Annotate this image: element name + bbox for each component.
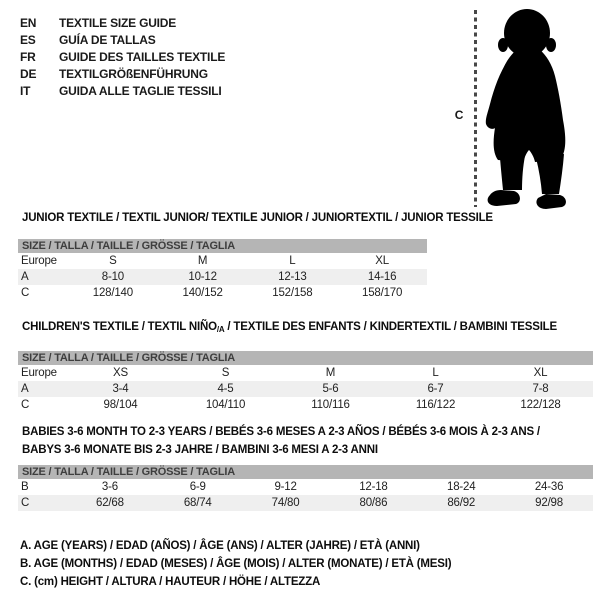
table-row-europe [18, 253, 427, 269]
size-value-cell: 104/110 [205, 399, 246, 411]
language-row-de [20, 66, 225, 83]
language-list [20, 15, 225, 100]
language-code: EN [20, 16, 37, 30]
row-label-cell: C [21, 399, 30, 411]
language-label: GUIDE DES TAILLES TEXTILE [59, 50, 226, 64]
table-row-age [18, 269, 427, 285]
size-value-cell: 122/128 [520, 399, 561, 411]
babies-section-title-line2: BABYS 3-6 MONATE BIS 2-3 JAHRE / BAMBINI 3-6 MESI A 2-3 ANNI [22, 444, 378, 456]
size-header-label: SIZE / TALLA / TAILLE / GRÖSSE / TAGLIA [18, 465, 593, 479]
size-value-cell: 92/98 [505, 495, 593, 511]
measure-label-c: C [454, 108, 464, 122]
language-code: ES [20, 33, 36, 47]
size-value-cell: 3-4 [68, 381, 173, 397]
size-value-cell: 7-8 [488, 381, 593, 397]
table-row-europe [18, 365, 593, 381]
children-title-post: / TEXTILE DES ENFANTS / KINDERTEXTIL / BAMBINI TESSILE [224, 321, 557, 333]
row-label-cell: C [21, 287, 30, 299]
row-label-cell: B [21, 481, 29, 493]
size-value-cell: M [197, 255, 208, 267]
language-row-fr [20, 49, 225, 66]
size-value-cell: XS [113, 367, 128, 379]
size-value-cell: 10-12 [158, 269, 248, 285]
children-size-table [18, 351, 593, 413]
children-title-subscript: /A [216, 325, 225, 334]
size-value-cell: 9-12 [274, 481, 297, 493]
size-value-cell: 6-9 [189, 481, 206, 493]
size-value-cell: 3-6 [101, 481, 118, 493]
size-value-cell: XL [533, 367, 548, 379]
size-value-cell: M [325, 367, 336, 379]
children-title-pre: CHILDREN'S TEXTILE / TEXTIL NIÑO [22, 321, 217, 333]
table-row-height [18, 285, 427, 301]
size-value-cell: S [221, 367, 230, 379]
footnote-b: B. AGE (MONTHS) / EDAD (MESES) / ÂGE (MOIS) / ALTER (MONATE) / ETÀ (MESI) [20, 558, 452, 570]
babies-size-table [18, 465, 593, 511]
size-value-cell: L [289, 255, 296, 267]
size-value-cell: 140/152 [182, 287, 223, 299]
size-value-cell: 12-18 [359, 481, 388, 493]
size-value-cell: 116/122 [415, 399, 456, 411]
row-label-cell: Europe [21, 255, 57, 267]
language-code: IT [20, 84, 31, 98]
table-row-height [18, 495, 593, 511]
row-label-cell: Europe [21, 367, 57, 379]
size-value-cell: 86/92 [417, 495, 505, 511]
size-header-row [18, 465, 593, 479]
table-row-age [18, 381, 593, 397]
language-label: TEXTILE SIZE GUIDE [59, 16, 177, 30]
size-value-cell: 8-10 [68, 269, 158, 285]
junior-section-title: JUNIOR TEXTILE / TEXTIL JUNIOR/ TEXTILE JUNIOR / JUNIORTEXTIL / JUNIOR TESSILE [22, 212, 493, 224]
row-label-cell: A [18, 269, 68, 285]
language-row-it [20, 83, 225, 100]
footnote-c: C. (cm) HEIGHT / ALTURA / HAUTEUR / HÖHE / ALTEZZA [20, 576, 321, 588]
language-row-en [20, 15, 225, 32]
size-value-cell: 110/116 [311, 399, 350, 411]
size-value-cell: 62/68 [66, 495, 154, 511]
size-value-cell: 12-13 [248, 269, 338, 285]
language-code: FR [20, 50, 36, 64]
size-header-label: SIZE / TALLA / TAILLE / GRÖSSE / TAGLIA [18, 239, 427, 253]
size-value-cell: L [432, 367, 439, 379]
row-label-cell: C [18, 495, 66, 511]
language-label: GUIDA ALLE TAGLIE TESSILI [59, 84, 222, 98]
size-value-cell: XL [375, 255, 389, 267]
language-code: DE [20, 67, 37, 81]
size-header-label: SIZE / TALLA / TAILLE / GRÖSSE / TAGLIA [18, 351, 593, 365]
size-value-cell: 68/74 [154, 495, 242, 511]
junior-size-table [18, 239, 427, 301]
size-value-cell: 80/86 [329, 495, 417, 511]
size-value-cell: 158/170 [362, 287, 403, 299]
children-section-title [22, 321, 557, 336]
size-header-row [18, 351, 593, 365]
size-value-cell: 14-16 [337, 269, 427, 285]
table-row-age-months [18, 479, 593, 495]
size-value-cell: 98/104 [103, 399, 138, 411]
size-value-cell: 74/80 [242, 495, 330, 511]
row-label-cell: A [18, 381, 68, 397]
language-label: GUÍA DE TALLAS [59, 33, 156, 47]
footnote-a: A. AGE (YEARS) / EDAD (AÑOS) / ÂGE (ANS) / ALTER (JAHRE) / ETÀ (ANNI) [20, 540, 420, 552]
babies-section-title-line1: BABIES 3-6 MONTH TO 2-3 YEARS / BEBÉS 3-6 MESES A 2-3 AÑOS / BÉBÉS 3-6 MOIS À 2-3 ANS / [22, 426, 540, 438]
size-value-cell: 152/158 [272, 287, 313, 299]
size-value-cell: 5-6 [278, 381, 383, 397]
language-label: TEXTILGRÖßENFÜHRUNG [59, 67, 208, 81]
footnotes [20, 537, 451, 591]
size-value-cell: 24-36 [534, 481, 564, 493]
size-value-cell: 6-7 [383, 381, 488, 397]
language-row-es [20, 32, 225, 49]
toddler-silhouette-image [470, 0, 600, 215]
table-row-height [18, 397, 593, 413]
size-value-cell: 4-5 [173, 381, 278, 397]
size-value-cell: S [109, 255, 117, 267]
size-header-row [18, 239, 427, 253]
size-value-cell: 18-24 [447, 481, 476, 493]
size-value-cell: 128/140 [92, 287, 133, 299]
